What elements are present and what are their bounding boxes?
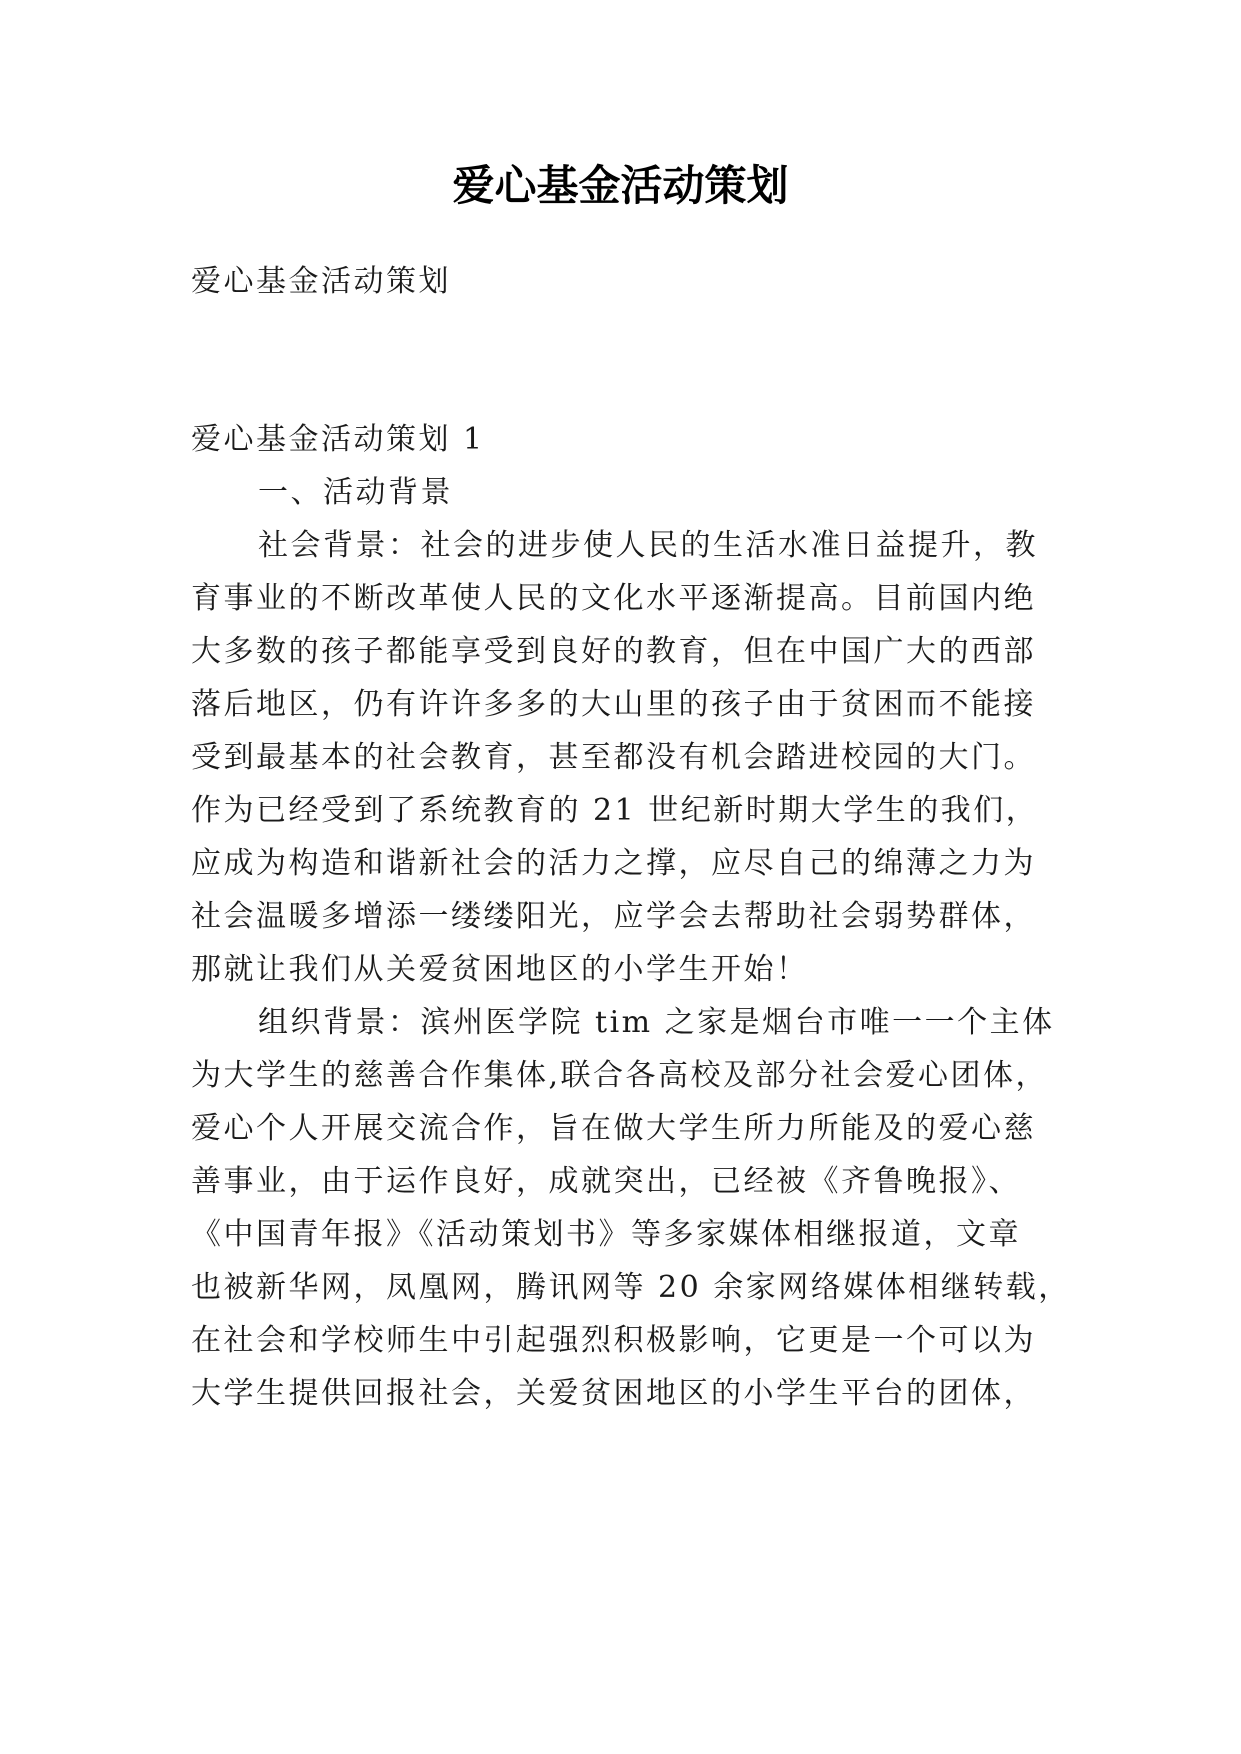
- paragraph-line: 应成为构造和谐新社会的活力之撑，应尽自己的绵薄之力为: [191, 846, 1036, 881]
- paragraph-line: 落后地区，仍有许许多多的大山里的孩子由于贫困而不能接: [191, 687, 1036, 722]
- paragraph-line: 作为已经受到了系统教育的 21 世纪新时期大学生的我们，: [191, 793, 1039, 828]
- paragraph-line: 社会背景：社会的进步使人民的生活水准日益提升，教: [258, 528, 1038, 563]
- paragraph-line: 也被新华网，凤凰网，腾讯网等 20 余家网络媒体相继转载，: [191, 1270, 1071, 1305]
- document-subtitle: 爱心基金活动策划: [191, 264, 451, 299]
- paragraph-line: 大学生提供回报社会，关爱贫困地区的小学生平台的团体，: [191, 1376, 1036, 1411]
- paragraph-line: 爱心个人开展交流合作，旨在做大学生所力所能及的爱心慈: [191, 1111, 1036, 1146]
- paragraph-line: 在社会和学校师生中引起强烈积极影响，它更是一个可以为: [191, 1323, 1036, 1358]
- document-title: 爱心基金活动策划: [452, 161, 789, 210]
- paragraph-line: 大多数的孩子都能享受到良好的教育，但在中国广大的西部: [191, 634, 1036, 669]
- paragraph-line: 社会温暖多增添一缕缕阳光，应学会去帮助社会弱势群体，: [191, 899, 1036, 934]
- paragraph-line: 为大学生的慈善合作集体,联合各高校及部分社会爱心团体，: [191, 1058, 1049, 1093]
- paragraph-line: 受到最基本的社会教育，甚至都没有机会踏进校园的大门。: [191, 740, 1036, 775]
- heading-activity-background: 一、活动背景: [258, 475, 453, 510]
- paragraph-line: 《中国青年报》《活动策划书》等多家媒体相继报道，文章: [191, 1217, 1021, 1252]
- section-title: 爱心基金活动策划 1: [191, 422, 485, 457]
- paragraph-line: 组织背景：滨州医学院 tim 之家是烟台市唯一一个主体: [258, 1005, 1055, 1040]
- paragraph-line: 育事业的不断改革使人民的文化水平逐渐提高。目前国内绝: [191, 581, 1036, 616]
- paragraph-line: 那就让我们从关爱贫困地区的小学生开始！: [191, 952, 809, 987]
- paragraph-line: 善事业，由于运作良好，成就突出，已经被《齐鲁晚报》、: [191, 1164, 1021, 1199]
